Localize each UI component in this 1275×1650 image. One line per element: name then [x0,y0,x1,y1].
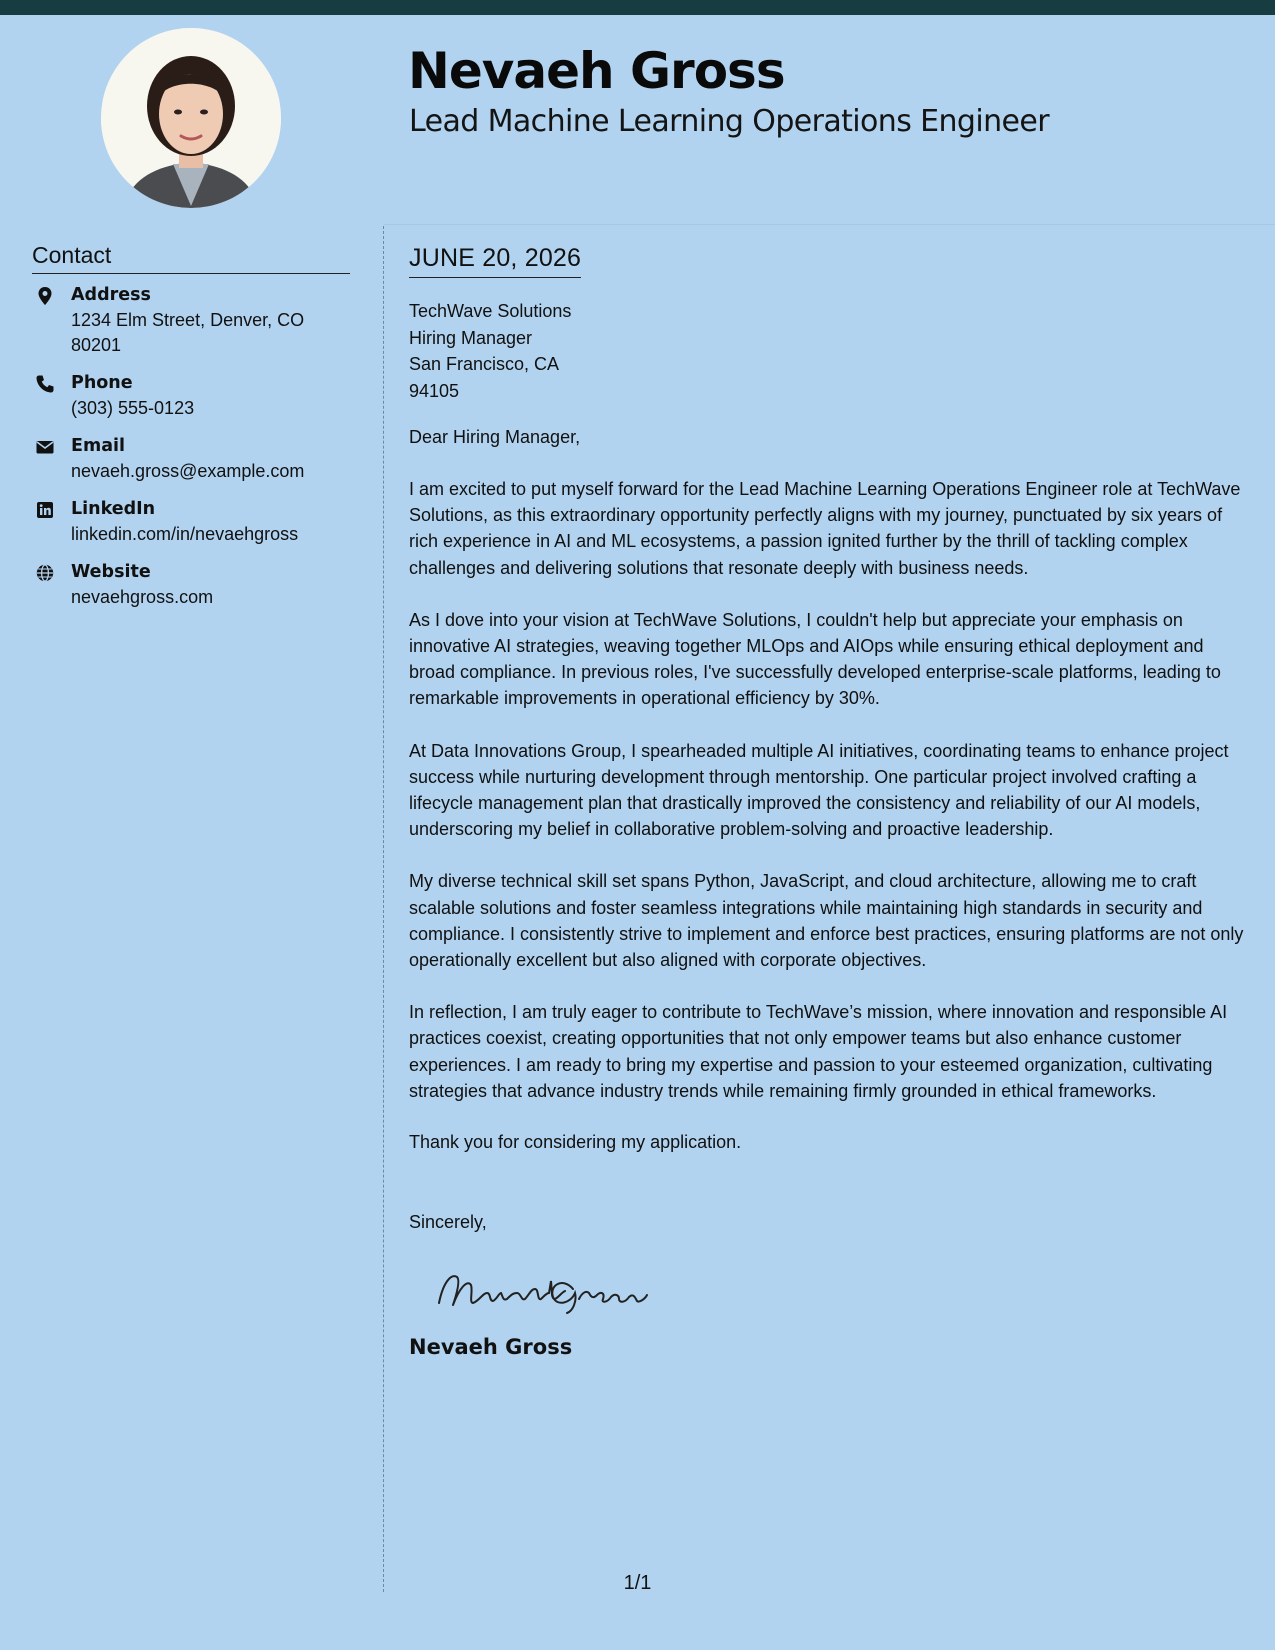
contact-label: Website [71,562,151,582]
header-divider [384,224,1275,225]
letter-date: JUNE 20, 2026 [409,244,581,278]
recipient-zip: 94105 [409,380,460,401]
contact-label: Address [71,285,151,305]
address-value: 1234 Elm Street, Denver, CO 80201 [71,310,305,355]
thanks-line: Thank you for considering my application. [409,1132,742,1153]
paragraph-4: My diverse technical skill set spans Python, JavaScript, and cloud architecture, allowing me to craft scalable solutions and foster seamless integrations while maintaining high standards in security and compliance. I consistently strive to implement and enforce best practices, ensuring platforms are not only operationally excellent but also aligned with corporate objectives. [409,871,1244,971]
email-value[interactable]: nevaeh.gross@example.com [71,461,305,481]
contact-label: Email [71,436,125,456]
phone-icon [35,374,55,394]
envelope-icon [35,437,55,457]
paragraph-5: In reflection, I am truly eager to contribute to TechWave’s mission, where innovation and responsible AI practices coexist, creating opportunities that not only empower teams but also enhance customer experiences. I am ready to bring my expertise and passion to your esteemed organization, cultivating strategies that advance industry trends while remaining firmly grounded in ethical frameworks. [409,1002,1228,1101]
top-accent-bar [0,0,1275,15]
paragraph-2: As I dove into your vision at TechWave Solutions, I couldn't help but appreciate your emphasis on innovative AI strategies, weaving together MLOps and AIOps while ensuring ethical deployment and broad compliance. In previous roles, I've successfully developed enterprise-scale platforms, leading to remarkable improvements in operational efficiency by 30%. [409,609,1221,709]
page-number: 1/1 [623,1572,652,1594]
recipient-contact: Hiring Manager [409,327,533,348]
recipient-city: San Francisco, CA [409,354,560,374]
handwritten-signature [433,1263,1254,1315]
phone-value: (303) 555-0123 [71,398,195,418]
contact-item-website [32,560,352,610]
column-divider [383,226,384,1592]
paragraph-3: At Data Innovations Group, I spearheaded multiple AI initiatives, coordinating teams to enhance project success while nurturing development through mentorship. One particular project involved crafting a lifecycle management plan that drastically improved the consistency and reliability of our AI models, underscoring my belief in collaborative problem-solving and proactive leadership. [409,740,1229,840]
applicant-name: Nevaeh Gross [408,42,785,100]
applicant-title: Lead Machine Learning Operations Engineer [409,104,1049,139]
profile-photo [101,28,281,208]
signed-name: Nevaeh Gross [409,1335,573,1360]
contact-item-email [32,434,352,484]
contact-list [32,283,352,623]
contact-item-linkedin [32,497,352,547]
globe-icon [35,563,55,583]
letter-body [409,244,1254,1359]
website-value[interactable]: nevaehgross.com [71,587,214,607]
recipient-block [409,298,1254,404]
paragraph-1: I am excited to put myself forward for the Lead Machine Learning Operations Engineer role at TechWave Solutions, as this extraordinary opportunity perfectly aligns with my journey, punctuated by six years of rich experience in AI and ML ecosystems, a passion ignited further by the thrill of tackling complex challenges and delivering solutions that resonate deeply with business needs. [409,479,1241,578]
contact-heading: Contact [32,242,350,274]
recipient-company: TechWave Solutions [409,301,572,321]
contact-item-address [32,283,352,358]
contact-label: LinkedIn [71,499,156,519]
contact-label: Phone [71,373,133,393]
closing: Sincerely, [409,1212,487,1233]
linkedin-icon [35,500,55,520]
salutation: Dear Hiring Manager, [409,427,581,447]
map-pin-icon [35,286,55,306]
linkedin-value[interactable]: linkedin.com/in/nevaehgross [71,524,299,544]
contact-item-phone [32,371,352,421]
